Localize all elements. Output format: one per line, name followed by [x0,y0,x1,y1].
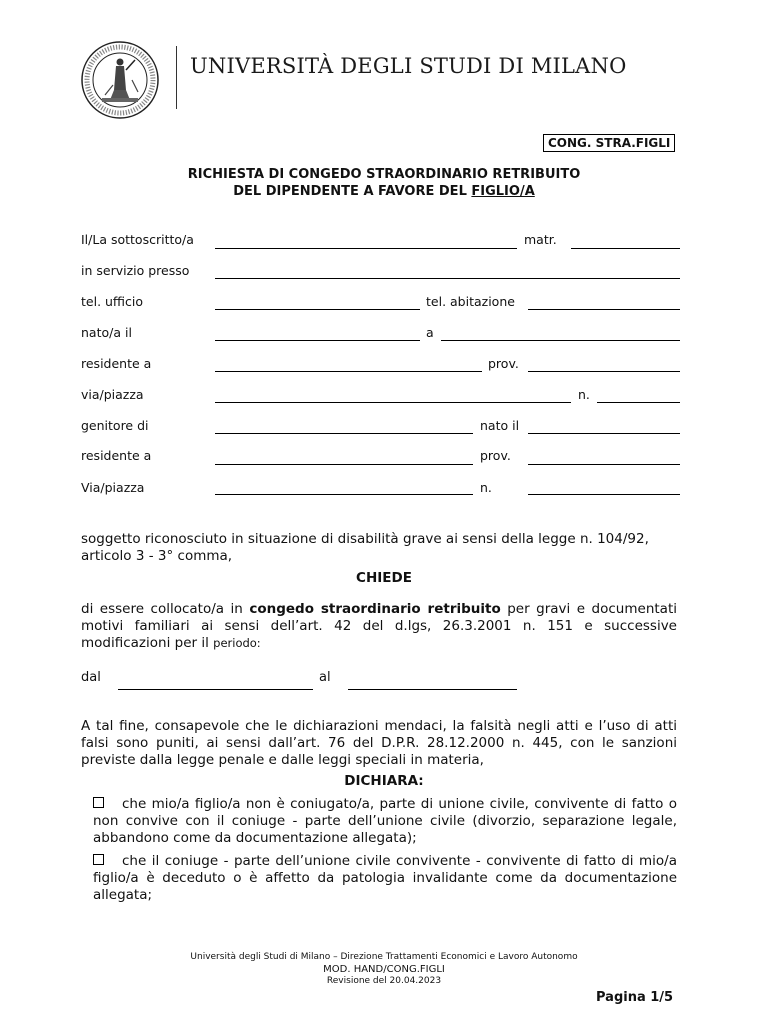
field-numero-line[interactable] [597,402,680,403]
form-title-line2 [0,184,768,199]
field-figlio-numero-line[interactable] [528,494,680,495]
option-1-checkbox[interactable] [93,797,104,808]
collocato-text-bold: congedo straordinario retribuito [249,601,501,617]
collocato-text-pre: di essere collocato/a in [81,601,250,617]
page-number: Pagina 1/5 [596,990,674,1005]
tal-fine-paragraph: A tal fine, consapevole che le dichiarazioni mendaci, la falsità negli atti e l’uso di atti falsi sono puniti, ai sensi dall’art. 76 del D.P.R. 28.12.2000 n. 445, con le sanzioni previste dalla legge penale e dalle leggi speciali in materia, [81,718,677,768]
label-al: al [319,670,331,685]
chiede-heading: CHIEDE [356,570,412,586]
label-dal: dal [81,670,101,685]
label-prov: prov. [488,356,519,371]
field-tel-abitazione-line[interactable] [528,309,680,310]
field-dal-line[interactable] [118,689,313,690]
label-residente-a: residente a [81,356,152,371]
footer-revision: Revisione del 20.04.2023 [326,976,442,986]
field-via-line[interactable] [215,402,571,403]
label-sottoscritto: Il/La sottoscritto/a [81,232,194,247]
label-figlio-nato-il: nato il [480,418,520,433]
label-nato-il: nato/a il [81,325,132,340]
field-luogo-nascita-line[interactable] [441,340,680,341]
label-tel-ufficio: tel. ufficio [81,294,144,309]
field-nato-il-line[interactable] [215,340,420,341]
field-figlio-via-line[interactable] [215,494,473,495]
field-al-line[interactable] [348,689,517,690]
form-title-underlined: FIGLIO/A [471,184,535,199]
dichiara-heading: DICHIARA: [344,773,424,789]
field-prov-line[interactable] [528,371,680,372]
logo-divider [176,46,177,109]
collocato-paragraph [81,601,677,652]
label-luogo-a: a [426,325,434,340]
label-figlio-residente-a: residente a [81,448,152,463]
label-via-piazza: via/piazza [81,387,144,402]
field-figlio-residente-line[interactable] [215,464,473,465]
footer-model-code: MOD. HAND/CONG.FIGLI [323,964,445,975]
option-2-text: che il coniuge - parte dell’unione civile convivente - convivente di fatto di mio/a figlio/a è deceduto o è affetto da patologia invalidante come da documentazione allegata; [93,853,677,903]
option-2-checkbox[interactable] [93,854,104,865]
soggetto-paragraph: soggetto riconosciuto in situazione di disabilità grave ai sensi della legge n. 104/92, articolo 3 - 3° comma, [81,531,649,564]
field-figlio-nato-line[interactable] [528,433,680,434]
label-matr: matr. [524,232,557,247]
option-2 [93,853,677,904]
form-title-line2-prefix: DEL DIPENDENTE A FAVORE DEL [233,184,472,199]
label-servizio: in servizio presso [81,263,190,278]
footer-direction: Università degli Studi di Milano – Direzione Trattamenti Economici e Lavoro Autonomo [190,952,578,962]
collocato-text-post: per gravi e documentati motivi familiari ai sensi dell’art. 42 del d.lgs, 26.3.2001 n. 151 e successive modificazioni per il [81,601,677,651]
field-residente-line[interactable] [215,371,482,372]
field-name-line[interactable] [215,248,517,249]
label-tel-abitazione: tel. abitazione [426,294,515,309]
university-name: UNIVERSITÀ DEGLI STUDI DI MILANO [190,54,627,78]
label-genitore-di: genitore di [81,418,149,433]
field-figlio-line[interactable] [215,433,473,434]
label-numero: n. [578,387,590,402]
field-servizio-line[interactable] [215,278,680,279]
field-figlio-prov-line[interactable] [528,464,680,465]
university-seal-logo [80,40,160,120]
form-title-line1: RICHIESTA DI CONGEDO STRAORDINARIO RETRIBUITO [187,167,581,182]
form-code-badge: CONG. STRA.FIGLI [543,134,675,152]
option-1 [93,796,677,847]
label-figlio-numero: n. [480,480,492,495]
label-figlio-via-piazza: Via/piazza [81,480,145,495]
field-matr-line[interactable] [571,248,680,249]
label-figlio-prov: prov. [480,448,511,463]
field-tel-ufficio-line[interactable] [215,309,420,310]
option-1-text: che mio/a figlio/a non è coniugato/a, parte di unione civile, convivente di fatto o non convive con il coniuge - parte dell’unione civile (divorzio, separazione legale, abbandono come da documentazione allegata); [93,796,677,846]
collocato-text-periodo: periodo: [213,636,261,650]
